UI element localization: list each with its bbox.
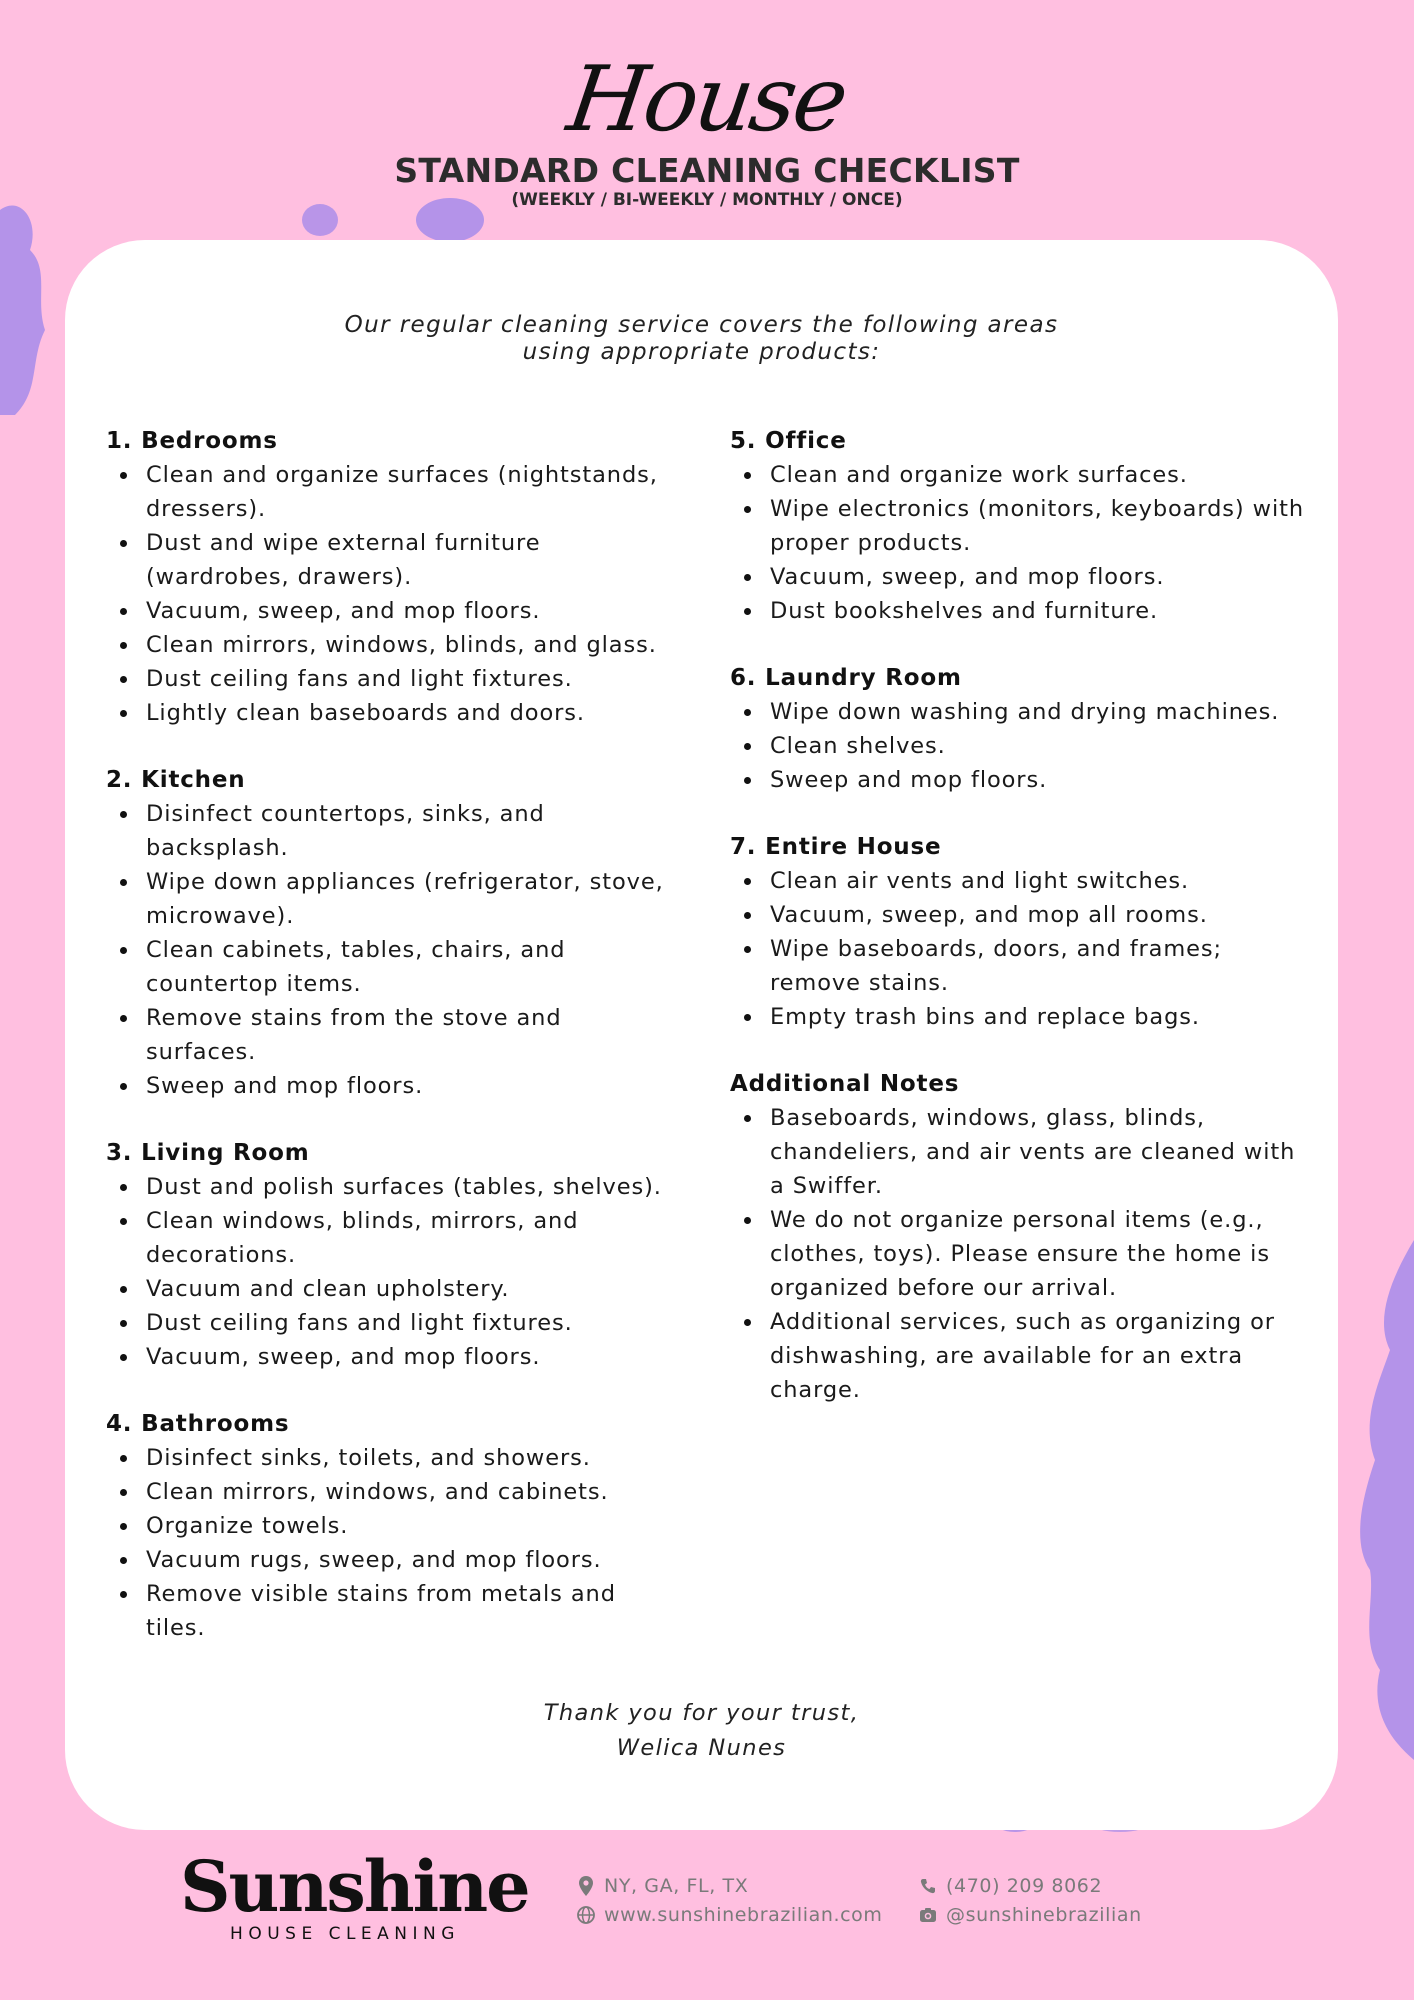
checklist-item (106, 1306, 666, 1340)
section-title: 7. Entire House (730, 834, 942, 860)
checklist-item-text: Dust ceiling fans and light fixtures. (146, 1310, 573, 1336)
signoff-line-1: Thank you for your trust, (543, 1700, 860, 1726)
signoff (65, 1696, 1338, 1766)
intro-line-2: using appropriate products: (522, 339, 881, 365)
section-title: 3. Living Room (106, 1140, 310, 1166)
bullet-icon (744, 1115, 751, 1122)
checklist-item (730, 560, 1310, 594)
checklist-item-text: Clean mirrors, windows, and cabinets. (146, 1479, 609, 1505)
checklist-item-text: Wipe electronics (monitors, keyboards) with proper products. (770, 496, 1304, 556)
checklist-item-text: Empty trash bins and replace bags. (770, 1004, 1200, 1030)
checklist-item-text: Lightly clean baseboards and doors. (146, 700, 585, 726)
bullet-icon (120, 1218, 127, 1225)
checklist-item-text: Dust and wipe external furniture (wardrobes, drawers). (146, 530, 541, 590)
checklist-item (106, 594, 666, 628)
bullet-icon (120, 1286, 127, 1293)
checklist-item (730, 898, 1310, 932)
bullet-icon (120, 1455, 127, 1462)
bullet-icon (744, 743, 751, 750)
bullet-icon (744, 574, 751, 581)
checklist-item (730, 763, 1310, 797)
checklist-item (106, 1272, 666, 1306)
checklist-column-right (730, 424, 1310, 1440)
intro-line-1: Our regular cleaning service covers the following areas (344, 312, 1059, 338)
checklist-item-text: Baseboards, windows, glass, blinds, chandeliers, and air vents are cleaned with a Swiffer. (770, 1105, 1296, 1199)
bullet-icon (744, 946, 751, 953)
checklist-item-text: Vacuum, sweep, and mop floors. (770, 564, 1165, 590)
bullet-icon (120, 1320, 127, 1327)
bullet-icon (120, 608, 127, 615)
bullet-icon (120, 1523, 127, 1530)
checklist-items (730, 458, 1310, 628)
bullet-icon (120, 1591, 127, 1598)
checklist-item (730, 1305, 1310, 1407)
checklist-items (106, 797, 666, 1103)
logo-wordmark: Sunshine (180, 1845, 529, 1928)
section-title: 5. Office (730, 428, 847, 454)
paint-splatter-right (1330, 1240, 1414, 1760)
checklist-item-text: Sweep and mop floors. (770, 767, 1048, 793)
checklist-items (106, 1170, 666, 1374)
checklist-item-text: Clean mirrors, windows, blinds, and glass. (146, 632, 657, 658)
intro-text (65, 312, 1338, 366)
section-title: 6. Laundry Room (730, 665, 962, 691)
phone-icon (918, 1876, 938, 1896)
bullet-icon (744, 608, 751, 615)
checklist-item-text: Clean and organize work surfaces. (770, 462, 1188, 488)
checklist-items (730, 695, 1310, 797)
checklist-item (106, 1509, 666, 1543)
checklist-item (106, 696, 666, 730)
page-subtitle: (WEEKLY / BI-WEEKLY / MONTHLY / ONCE) (511, 190, 903, 210)
checklist-item (730, 1203, 1310, 1305)
bullet-icon (120, 1083, 127, 1090)
contact-phone[interactable] (918, 1873, 1102, 1899)
bullet-icon (744, 1319, 751, 1326)
checklist-item-text: Wipe baseboards, doors, and frames; remove stains. (770, 936, 1223, 996)
checklist-item (730, 695, 1310, 729)
checklist-item (106, 458, 666, 526)
bullet-icon (120, 947, 127, 954)
checklist-item-text: Dust bookshelves and furniture. (770, 598, 1158, 624)
checklist-item (106, 1441, 666, 1475)
bullet-icon (120, 642, 127, 649)
script-title: House (562, 47, 852, 152)
contact-instagram[interactable] (918, 1902, 1142, 1928)
bullet-icon (744, 878, 751, 885)
checklist-item (106, 1543, 666, 1577)
bullet-icon (744, 506, 751, 513)
checklist-item-text: Sweep and mop floors. (146, 1073, 424, 1099)
contact-locations (576, 1873, 748, 1899)
checklist-items (730, 1101, 1310, 1407)
checklist-item (730, 492, 1310, 560)
checklist-item (106, 1170, 666, 1204)
checklist-section (730, 1067, 1310, 1407)
logo-tagline: HOUSE CLEANING (230, 1924, 460, 1944)
checklist-item (730, 729, 1310, 763)
checklist-item-text: Additional services, such as organizing or dishwashing, are available for an extra charge. (770, 1309, 1275, 1403)
bullet-icon (120, 1354, 127, 1361)
checklist-item-text: Vacuum and clean upholstery. (146, 1276, 510, 1302)
instagram-handle[interactable]: @sunshinebrazilian (946, 1904, 1142, 1926)
checklist-item (106, 1069, 666, 1103)
checklist-item (730, 932, 1310, 1000)
camera-icon (918, 1905, 938, 1925)
checklist-item-text: Disinfect countertops, sinks, and backsplash. (146, 801, 545, 861)
checklist-item (106, 1475, 666, 1509)
checklist-section (730, 424, 1310, 628)
bullet-icon (120, 710, 127, 717)
checklist-item-text: Remove stains from the stove and surfaces. (146, 1005, 562, 1065)
checklist-item-text: Organize towels. (146, 1513, 349, 1539)
bullet-icon (120, 879, 127, 886)
bullet-icon (120, 1184, 127, 1191)
checklist-item (106, 797, 666, 865)
checklist-item-text: Remove visible stains from metals and tiles. (146, 1581, 616, 1641)
checklist-item-text: Vacuum, sweep, and mop all rooms. (770, 902, 1208, 928)
checklist-item (106, 1204, 666, 1272)
section-title: Additional Notes (730, 1071, 960, 1097)
checklist-item-text: Wipe down appliances (refrigerator, stove, microwave). (146, 869, 664, 929)
checklist-item (106, 662, 666, 696)
checklist-item-text: Clean and organize surfaces (nightstands, dressers). (146, 462, 658, 522)
page-title: STANDARD CLEANING CHECKLIST (394, 151, 1020, 190)
paint-splatter-left (0, 190, 70, 420)
bullet-icon (744, 1217, 751, 1224)
checklist-item-text: Clean cabinets, tables, chairs, and countertop items. (146, 937, 566, 997)
bullet-icon (120, 472, 127, 479)
checklist-item-text: Vacuum rugs, sweep, and mop floors. (146, 1547, 602, 1573)
bullet-icon (120, 1557, 127, 1564)
globe-icon (576, 1905, 596, 1925)
checklist-items (106, 1441, 666, 1645)
checklist-item-text: We do not organize personal items (e.g., clothes, toys). Please ensure the home is organized before our arrival. (770, 1207, 1270, 1301)
locations-text: NY, GA, FL, TX (604, 1875, 749, 1897)
checklist-item-text: Clean shelves. (770, 733, 946, 759)
checklist-item (106, 1340, 666, 1374)
bullet-icon (120, 540, 127, 547)
bullet-icon (120, 1015, 127, 1022)
checklist-item (106, 1577, 666, 1645)
page-header (0, 47, 1414, 210)
checklist-item-text: Clean windows, blinds, mirrors, and decorations. (146, 1208, 579, 1268)
bullet-icon (744, 709, 751, 716)
section-title: 4. Bathrooms (106, 1411, 290, 1437)
checklist-section (730, 830, 1310, 1034)
contact-website[interactable] (576, 1902, 882, 1928)
checklist-item (106, 1001, 666, 1069)
bullet-icon (744, 1014, 751, 1021)
checklist-item-text: Wipe down washing and drying machines. (770, 699, 1280, 725)
checklist-section (106, 424, 666, 730)
checklist-item (730, 1101, 1310, 1203)
bullet-icon (120, 676, 127, 683)
phone-number[interactable]: (470) 209 8062 (946, 1875, 1103, 1897)
checklist-item-text: Disinfect sinks, toilets, and showers. (146, 1445, 591, 1471)
checklist-item (106, 526, 666, 594)
section-title: 1. Bedrooms (106, 428, 278, 454)
checklist-item (106, 628, 666, 662)
company-logo (180, 1845, 529, 1944)
checklist-item-text: Vacuum, sweep, and mop floors. (146, 1344, 541, 1370)
section-title: 2. Kitchen (106, 767, 246, 793)
checklist-item-text: Dust and polish surfaces (tables, shelves). (146, 1174, 662, 1200)
bullet-icon (744, 777, 751, 784)
checklist-item (730, 864, 1310, 898)
bullet-icon (120, 811, 127, 818)
checklist-item (730, 1000, 1310, 1034)
bullet-icon (744, 472, 751, 479)
checklist-section (106, 1136, 666, 1374)
map-pin-icon (576, 1876, 596, 1896)
checklist-section (106, 1407, 666, 1645)
checklist-section (730, 661, 1310, 797)
checklist-item (730, 594, 1310, 628)
checklist-items (106, 458, 666, 730)
signoff-name: Welica Nunes (616, 1735, 787, 1761)
checklist-section (106, 763, 666, 1103)
checklist-item (730, 458, 1310, 492)
checklist-items (730, 864, 1310, 1034)
checklist-item-text: Vacuum, sweep, and mop floors. (146, 598, 541, 624)
checklist-item (106, 865, 666, 933)
checklist-card (65, 240, 1338, 1830)
bullet-icon (744, 912, 751, 919)
bullet-icon (120, 1489, 127, 1496)
checklist-column-left (106, 424, 666, 1678)
checklist-item-text: Dust ceiling fans and light fixtures. (146, 666, 573, 692)
website-link[interactable]: www.sunshinebrazilian.com (604, 1904, 883, 1926)
checklist-item-text: Clean air vents and light switches. (770, 868, 1190, 894)
checklist-item (106, 933, 666, 1001)
